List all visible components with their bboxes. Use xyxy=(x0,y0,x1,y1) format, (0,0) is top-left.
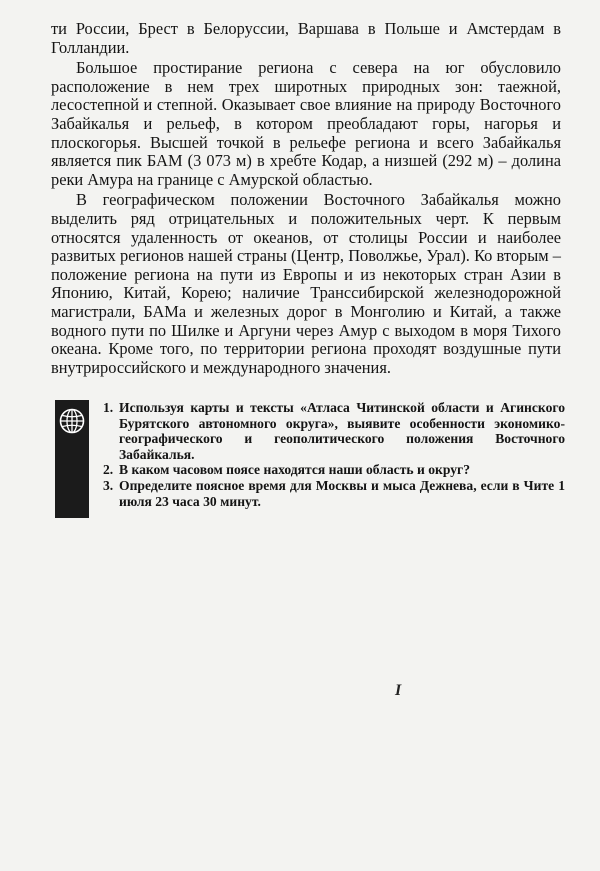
stray-mark: I xyxy=(395,682,402,699)
question-number: 2. xyxy=(103,462,114,478)
question-item xyxy=(103,400,565,462)
question-text: В каком часовом поясе находятся наши область и округ? xyxy=(119,462,470,478)
globe-icon xyxy=(59,408,85,434)
body-text xyxy=(51,20,561,377)
question-item xyxy=(103,462,565,478)
question-text: Определите поясное время для Москвы и мыса Дежнева, если в Чите 1 июля 23 часа 30 минут. xyxy=(119,477,565,509)
question-text: Используя карты и тексты «Атласа Читинской области и Агинского Бурятского автономного округа», выявите особенности экономико-географического и геополитического положения Восточного Забайкалья. xyxy=(119,400,565,462)
questions-sidebar xyxy=(55,400,89,518)
questions-block xyxy=(55,400,565,518)
paragraph-relief: Большое простирание региона с севера на юг обусловило расположение в нем трех широтных природных зон: таежной, лесостепной и степной. Оказывает свое влияние на природу Восточного Забайкалья и рельеф, в котором преобладают горы, нагорья и плоскогорья. Высшей точкой в рельефе региона и всего Забайкалья является пик БАМ (3 073 м) в хребте Кодар, а низшей (292 м) – долина реки Амура на границе с Амурской областью. xyxy=(51,58,561,189)
question-number: 1. xyxy=(103,400,114,415)
paragraph-continuation: ти России, Брест в Белоруссии, Варшава в Польше и Амстердам в Голландии. xyxy=(51,19,561,57)
questions-list xyxy=(103,400,565,509)
question-item xyxy=(103,478,565,509)
question-number: 3. xyxy=(103,477,114,493)
paragraph-position: В географическом положении Восточного Забайкалья можно выделить ряд отрицательных и положительных черт. К первым относятся удаленность от океанов, от столицы России и наиболее развитых регионов нашей страны (Центр, Поволжье, Урал). Ко вторым – положение региона на пути из Европы и из некоторых стран Азии в Японию, Китай, Корею; наличие Транссибирской железнодорожной магистрали, БАМа и железных дорог в Монголию и Китай, а также водного пути по Шилке и Аргуни через Амур с выходом в моря Тихого океана. Кроме того, по территории региона проходят воздушные пути внутрироссийского и международного значения. xyxy=(51,190,561,377)
